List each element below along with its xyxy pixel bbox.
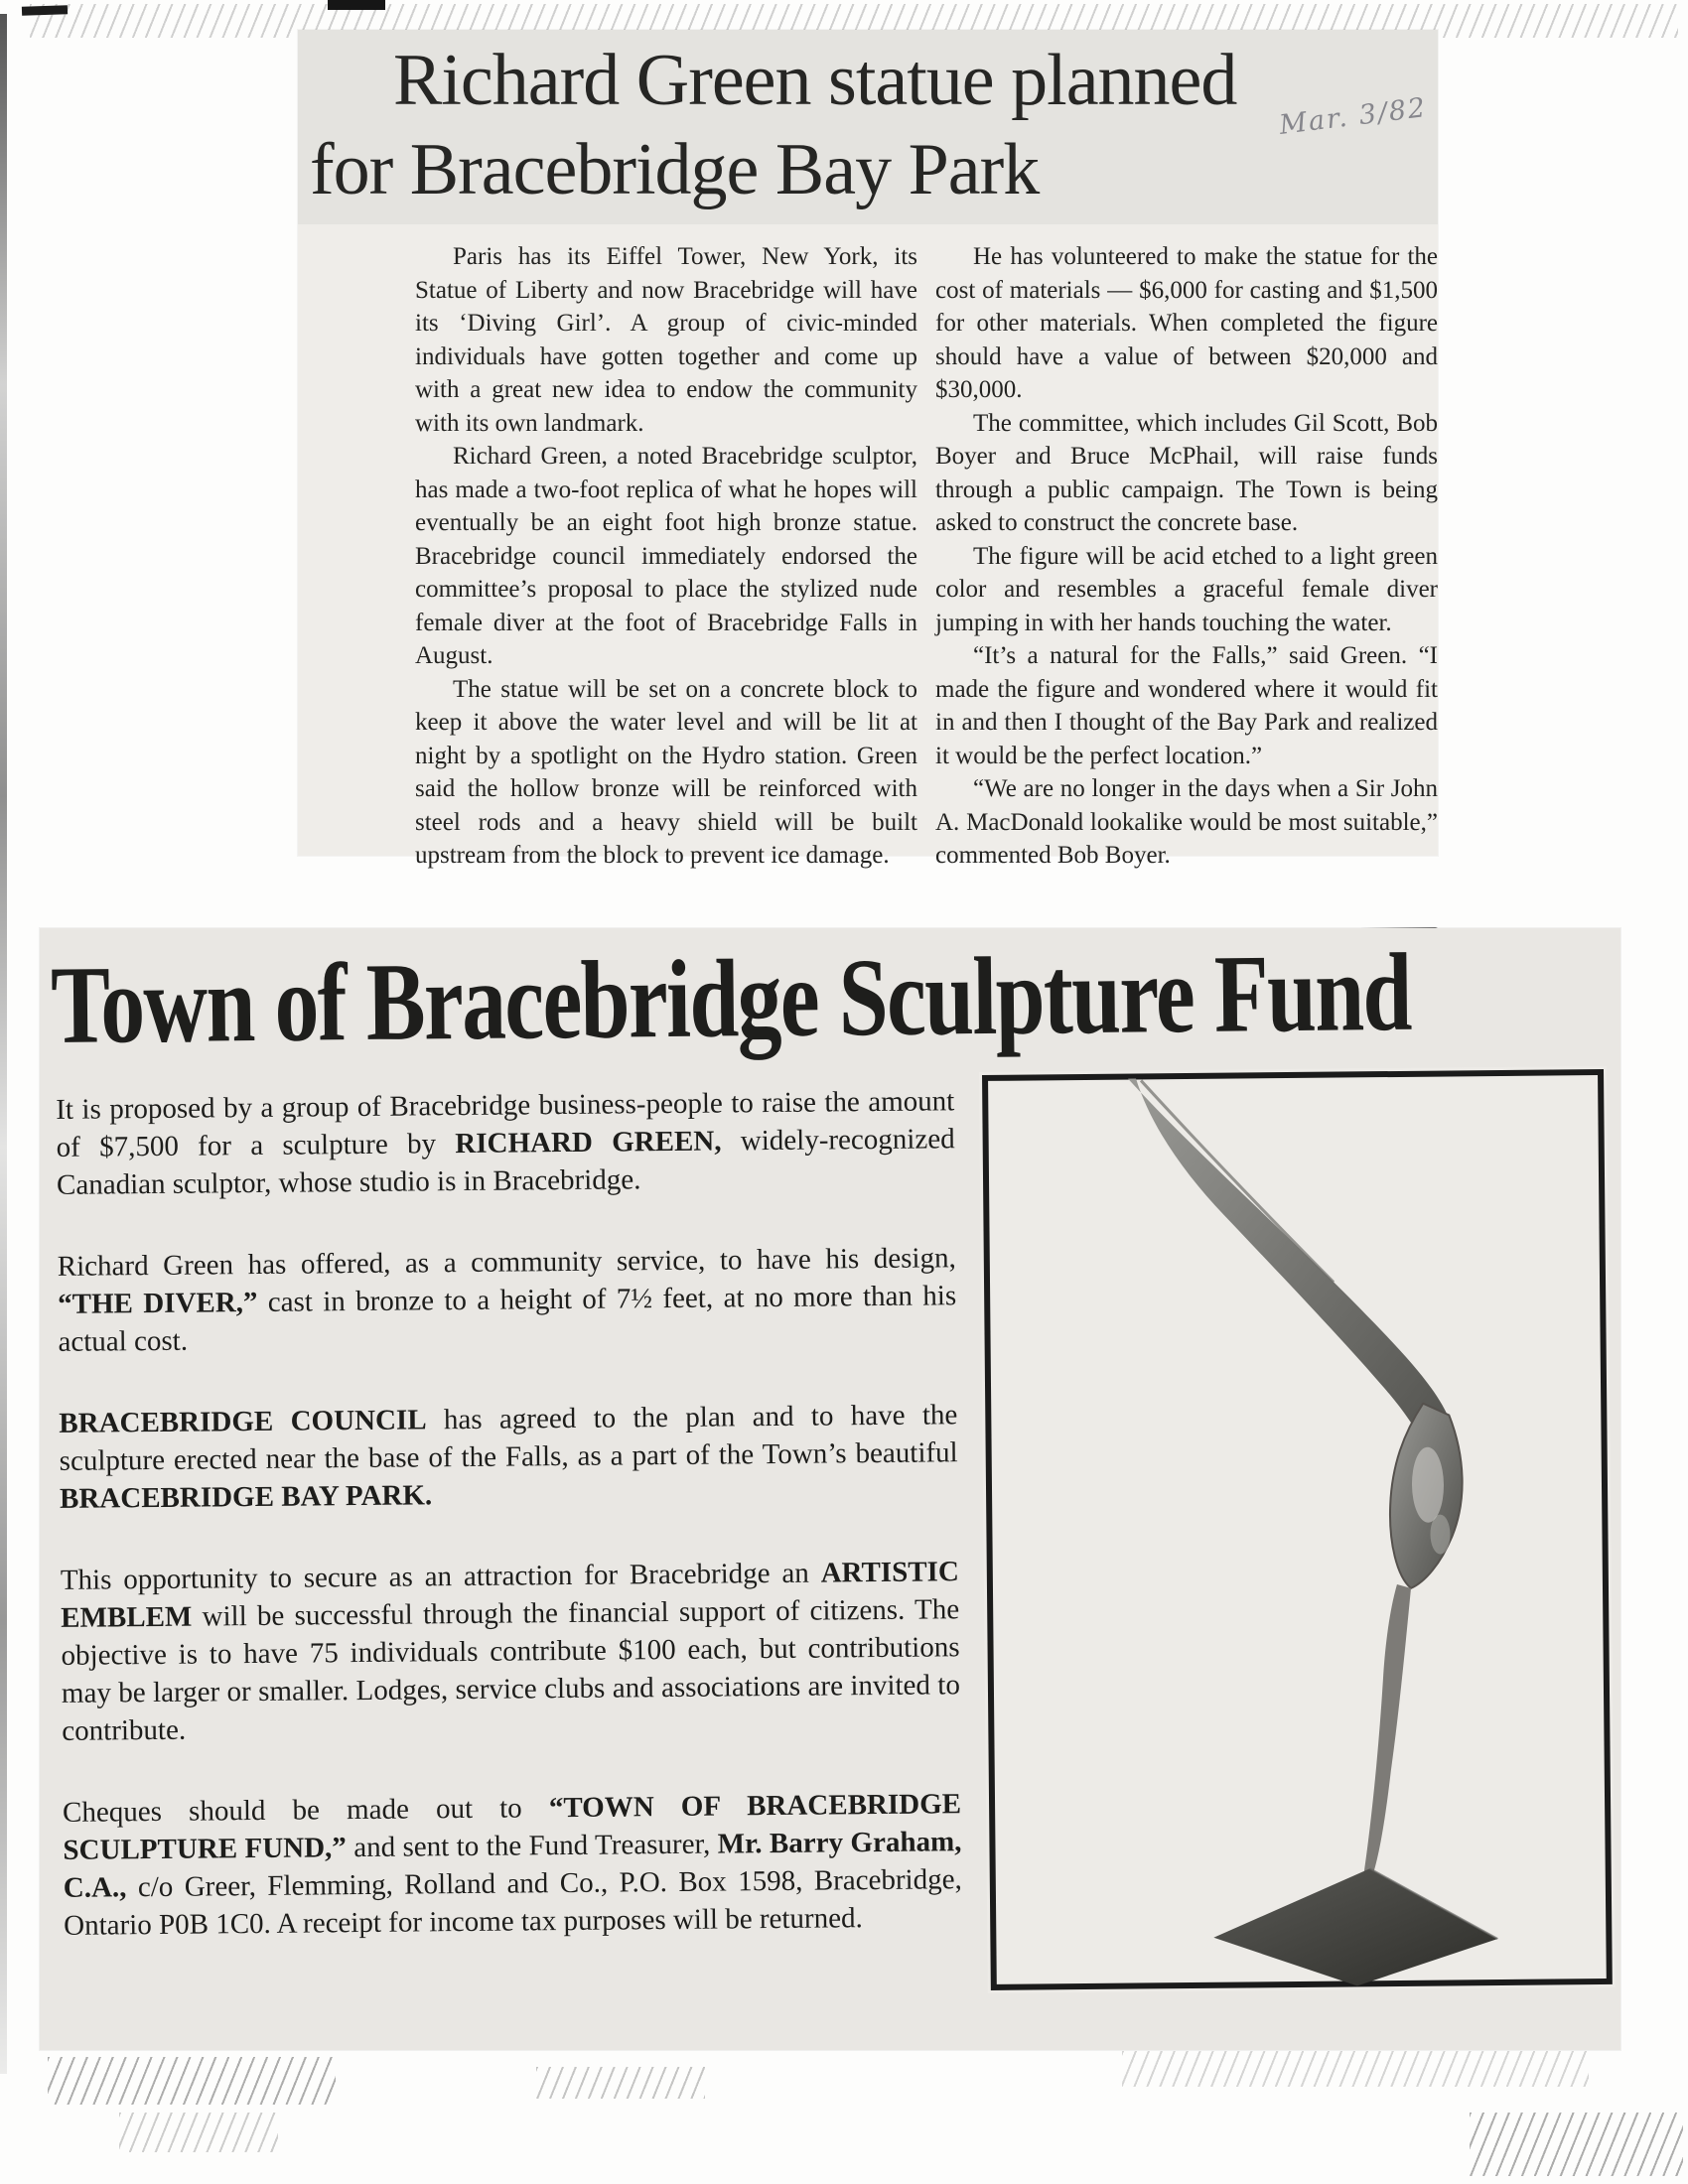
paragraph: Paris has its Eiffel Tower, New York, its Statue of Liberty and now Bracebridge will have its ‘Diving Girl’. A group of civic-minded individuals have gotten together and come up with a great new idea to endow the community with its own landmark. — [415, 243, 917, 437]
article-headline-block — [298, 30, 1438, 224]
scan-hatch-artifact-bottom — [1470, 2113, 1683, 2176]
fund-text-column — [56, 1082, 963, 1988]
statue-arc-highlight — [1141, 1079, 1334, 1285]
paragraph: It is proposed by a group of Bracebridge business-people to raise the amount of $7,500 for a sculpture by RICHARD GREEN, widely-recognized Canadian sculptor, whose studio is in Bracebridge. — [56, 1085, 955, 1201]
paragraph: BRACEBRIDGE COUNCIL has agreed to the plan and to have the sculpture erected near the base of the Falls, as a part of the Town’s beautiful BRACEBRIDGE BAY PARK. — [59, 1399, 958, 1515]
paragraph: The committee, which includes Gil Scott, Bob Boyer and Bruce McPhail, will raise funds through a public campaign. The Town is being asked to construct the concrete base. — [935, 409, 1438, 536]
fund-headline: Town of Bracebridge Sculpture Fund — [50, 930, 1412, 1067]
scan-hatch-artifact-bottom — [48, 2057, 336, 2105]
sculpture-photo — [979, 1066, 1616, 1993]
ad-clipping-sculpture-fund — [40, 928, 1620, 2050]
article-column-2 — [935, 240, 1438, 873]
article-headline-line2: for Bracebridge Bay Park — [310, 129, 1040, 210]
scan-hatch-artifact-bottom — [536, 2067, 705, 2099]
paragraph: Richard Green, a noted Bracebridge sculptor, has made a two-foot replica of what he hopes will eventually be an eight foot high bronze statue. Bracebridge council immediately endorsed the committee’s proposal to place the stylized nude female diver at the foot of Bracebridge Falls in August. — [415, 443, 917, 669]
statue-leg — [1361, 1584, 1414, 1874]
article-columns — [415, 240, 1438, 873]
scan-hatch-artifact-bottom — [1122, 2051, 1589, 2087]
paragraph: He has volunteered to make the statue for the cost of materials — $6,000 for casting and $1,500 for other materials. When completed the figure should have a value of between $20,000 and $30,000. — [935, 243, 1438, 403]
article-headline-line1: Richard Green statue planned — [393, 40, 1237, 121]
paragraph: “We are no longer in the days when a Sir John A. MacDonald lookalike would be most suitable,” commented Bob Boyer. — [935, 775, 1438, 869]
paragraph: Cheques should be made out to “TOWN OF BRACEBRIDGE SCULPTURE FUND,” and sent to the Fund Treasurer, Mr. Barry Graham, C.A., c/o Greer, Flemming, Rolland and Co., P.O. Box 1598, Bracebridge, Ontario P0B 1C0. A receipt for income tax purposes will be returned. — [62, 1788, 962, 1942]
scan-mark-artifact — [328, 0, 385, 10]
paragraph: The statue will be set on a concrete block to keep it above the water level and will be lit at night by a spotlight on the Hydro station. Green said the hollow bronze will be reinforced with steel rods and a heavy shield will be built upstream from the block to prevent ice damage. — [415, 675, 917, 869]
diver-statue-illustration — [979, 1066, 1616, 1993]
paragraph: This opportunity to secure as an attraction for Bracebridge an ARTISTIC EMBLEM will be successful through the financial support of citizens. The objective is to have 75 individuals contribute $100 each, but contributions may be larger or smaller. Lodges, service clubs and associations are invited to contribute. — [60, 1556, 961, 1747]
scan-mark-artifact — [22, 5, 68, 16]
paragraph: “It’s a natural for the Falls,” said Green. “I made the figure and wondered where it would fit in and then I thought of the Bay Park and realized it would be the perfect location.” — [935, 642, 1438, 769]
article-column-1 — [415, 240, 917, 873]
statue-base — [1213, 1867, 1498, 1987]
photo-frame — [985, 1072, 1610, 1987]
news-clipping-article — [298, 30, 1438, 869]
scan-hatch-artifact-bottom — [119, 2113, 278, 2152]
scan-edge-artifact — [0, 14, 7, 2074]
fund-content — [35, 919, 1626, 2056]
paragraph: The figure will be acid etched to a light green color and resembles a graceful female diver jumping in with her hands touching the water. — [935, 542, 1438, 636]
handwritten-date: Mar. 3/82 — [1277, 92, 1429, 141]
paragraph: Richard Green has offered, as a community service, to have his design, “THE DIVER,” cast in bronze to a height of 7½ feet, at no more than his actual cost. — [57, 1242, 957, 1358]
